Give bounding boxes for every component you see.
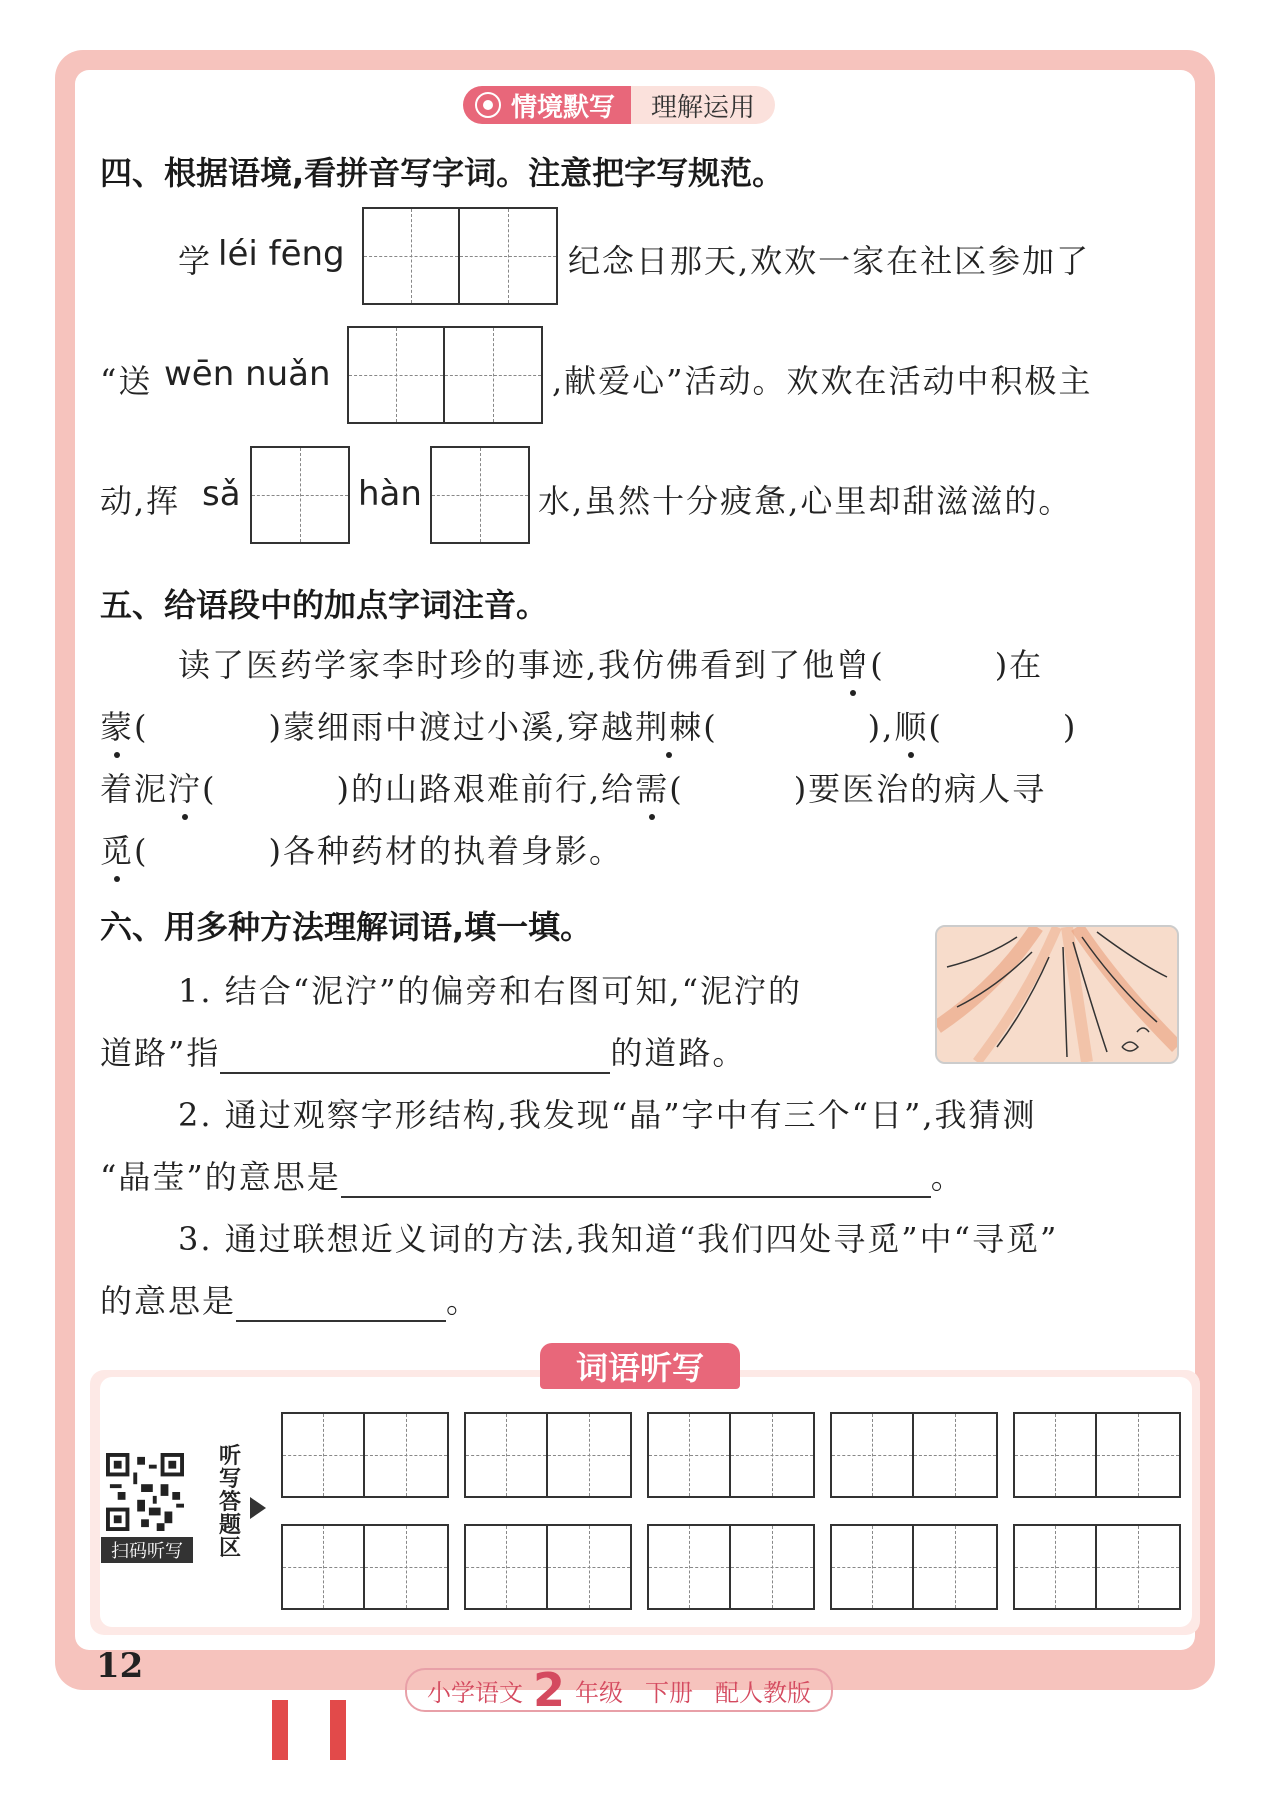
writing-grid-leifeng[interactable] xyxy=(362,207,558,305)
s5-line3: 着泥泞( )的山路艰难前行,给需( )要医治的病人寻 xyxy=(100,764,1046,810)
dictation-box[interactable] xyxy=(281,1412,449,1498)
footer-grade-number: 2 xyxy=(533,1663,566,1717)
writing-grid-han[interactable] xyxy=(430,446,530,544)
grid-cell[interactable] xyxy=(649,1526,731,1608)
dotted-char: 需 xyxy=(635,764,669,810)
dictation-box[interactable] xyxy=(464,1412,632,1498)
grid-cell[interactable] xyxy=(364,209,460,303)
dictation-box[interactable] xyxy=(830,1524,998,1610)
s5-line2: 蒙( )蒙细雨中渡过小溪,穿越荆棘( ),顺( ) xyxy=(100,702,1077,748)
grid-cell[interactable] xyxy=(365,1526,447,1608)
answer-line[interactable] xyxy=(236,1286,446,1322)
qr-scan-label: 扫码听写 xyxy=(101,1537,193,1563)
s6-q2-line2: “晶莹”的意思是 。 xyxy=(100,1158,965,1196)
s5-line4: 觅( )各种药材的执着身影。 xyxy=(100,826,623,872)
ribbon-decoration xyxy=(272,1700,288,1760)
grid-cell[interactable] xyxy=(914,1526,996,1608)
dictation-tab-label: 词语听写 xyxy=(575,1349,704,1387)
badge-icon xyxy=(475,92,501,118)
dotted-char: 蒙 xyxy=(100,702,134,748)
grid-cell[interactable] xyxy=(283,1526,365,1608)
grid-cell[interactable] xyxy=(1015,1526,1097,1608)
grid-cell[interactable] xyxy=(252,448,348,542)
grid-cell[interactable] xyxy=(1097,1526,1179,1608)
section-tab-group xyxy=(463,86,775,124)
answer-line[interactable] xyxy=(220,1038,610,1074)
grid-cell[interactable] xyxy=(365,1414,447,1496)
grid-cell[interactable] xyxy=(731,1526,813,1608)
s4-line1-post: 纪念日那天,欢欢一家在社区参加了 xyxy=(568,242,1091,280)
grid-cell[interactable] xyxy=(1015,1414,1097,1496)
dotted-char: 顺 xyxy=(894,702,928,748)
dotted-char: 觅 xyxy=(100,826,134,872)
arrow-right-icon xyxy=(250,1497,266,1519)
grid-cell[interactable] xyxy=(1097,1414,1179,1496)
s4-line3-post: 水,虽然十分疲惫,心里却甜滋滋的。 xyxy=(538,482,1073,520)
dictation-vertical-label: 听写答题区 xyxy=(218,1444,241,1561)
dictation-tab xyxy=(540,1343,740,1389)
footer-volume: 下册 xyxy=(645,1678,694,1707)
grid-cell[interactable] xyxy=(731,1414,813,1496)
s4-line3-pinyin-han: hàn xyxy=(358,474,422,514)
grid-cell[interactable] xyxy=(460,209,556,303)
tab-other-label: 理解运用 xyxy=(651,92,756,123)
writing-grid-sa[interactable] xyxy=(250,446,350,544)
writing-grid-wennuan[interactable] xyxy=(347,326,543,424)
muddy-road-icon xyxy=(937,927,1177,1062)
grid-cell[interactable] xyxy=(649,1414,731,1496)
dictation-box[interactable] xyxy=(1013,1412,1181,1498)
s4-line1-pinyin: léi fēng xyxy=(218,234,345,274)
s4-line3-pre: 动,挥 xyxy=(100,482,181,520)
grid-cell[interactable] xyxy=(832,1414,914,1496)
dotted-char: 荆棘 xyxy=(635,702,703,748)
s4-line2-pinyin: wēn nuǎn xyxy=(164,354,331,394)
dictation-box[interactable] xyxy=(1013,1524,1181,1610)
grid-cell[interactable] xyxy=(466,1414,548,1496)
book-info-banner xyxy=(405,1663,833,1717)
answer-line[interactable] xyxy=(341,1162,931,1198)
s6-q2-line1: 2. 通过观察字形结构,我发现“晶”字中有三个“日”,我猜测 xyxy=(178,1096,1037,1134)
dotted-char: 曾 xyxy=(836,640,870,686)
dictation-box[interactable] xyxy=(830,1412,998,1498)
grid-cell[interactable] xyxy=(832,1526,914,1608)
dictation-box[interactable] xyxy=(464,1524,632,1610)
tab-comprehension xyxy=(631,86,775,124)
section5-title: 五、给语段中的加点字词注音。 xyxy=(100,586,549,624)
grid-cell[interactable] xyxy=(445,328,541,422)
grid-cell[interactable] xyxy=(466,1526,548,1608)
s5-line1: 读了医药学家李时珍的事迹,我仿佛看到了他曾( )在 xyxy=(178,640,1043,686)
tab-active-label: 情境默写 xyxy=(511,92,616,123)
ribbon-decoration xyxy=(330,1700,346,1760)
footer-grade-word: 年级 xyxy=(575,1678,624,1707)
grid-cell[interactable] xyxy=(349,328,445,422)
s4-line2-pre: “送 xyxy=(100,362,153,400)
s6-q3-line2: 的意思是 。 xyxy=(100,1282,481,1320)
grid-cell[interactable] xyxy=(914,1414,996,1496)
dictation-box[interactable] xyxy=(647,1524,815,1610)
s6-q1-line1: 1. 结合“泥泞”的偏旁和右图可知,“泥泞的 xyxy=(178,972,802,1010)
section4-title: 四、根据语境,看拼音写字词。注意把字写规范。 xyxy=(100,154,785,192)
dictation-box[interactable] xyxy=(647,1412,815,1498)
grid-cell[interactable] xyxy=(548,1414,630,1496)
footer-subject: 小学语文 xyxy=(427,1678,523,1707)
s6-q1-line2: 道路”指 的道路。 xyxy=(100,1034,747,1072)
qr-code-icon[interactable] xyxy=(106,1453,184,1531)
muddy-road-illustration xyxy=(935,925,1179,1064)
tab-situational-dictation xyxy=(463,86,631,124)
dictation-box[interactable] xyxy=(281,1524,449,1610)
s6-q3-line1: 3. 通过联想近义词的方法,我知道“我们四处寻觅”中“寻觅” xyxy=(178,1220,1059,1258)
grid-cell[interactable] xyxy=(548,1526,630,1608)
section6-title: 六、用多种方法理解词语,填一填。 xyxy=(100,908,593,946)
grid-cell[interactable] xyxy=(283,1414,365,1496)
dotted-char: 泞 xyxy=(168,764,202,810)
s4-line2-post: ,献爱心”活动。欢欢在活动中积极主 xyxy=(552,362,1093,400)
grid-cell[interactable] xyxy=(432,448,528,542)
s4-line3-pinyin-sa: sǎ xyxy=(202,474,241,514)
page-number: 12 xyxy=(96,1646,144,1686)
s4-line1-pre: 学 xyxy=(178,242,213,280)
footer-edition: 配人教版 xyxy=(715,1678,812,1707)
